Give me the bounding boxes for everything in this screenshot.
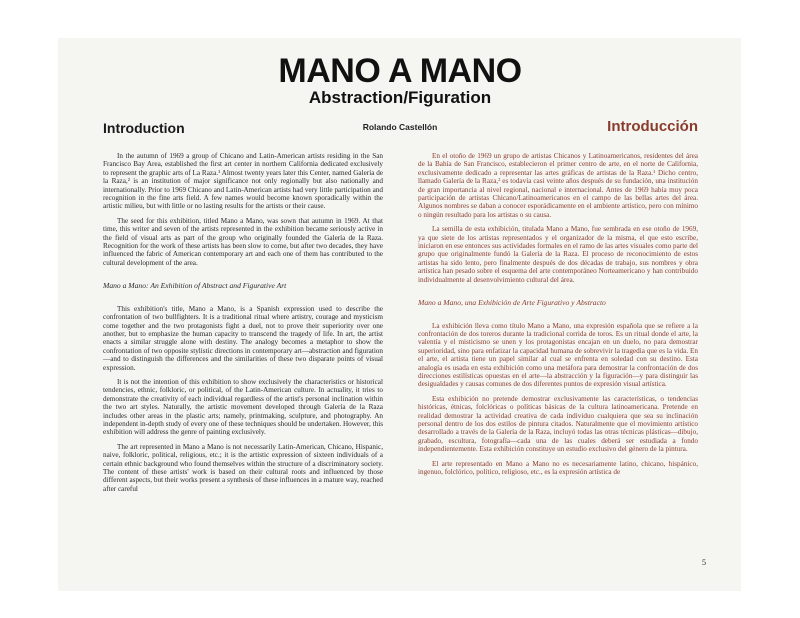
page-number: 5: [702, 558, 706, 567]
spanish-paragraph-2: La semilla de esta exhibición, titulada Mano a Mano, fue sembrada en ese otoño de 1969, ya que siete de los artistas representados y el organizador de la misma, el que esto escribe, iniciaron en ese entonces sus actividades formales en el ramo de las artes visuales como parte del grupo que originalmente fundó la Galería de la Raza. El proceso de reconocimiento de estos artistas ha sido lento, pero finalmente después de dos décadas de trabajo, sus nombres y obra artística han pesado sobre el esquema del arte contemporáneo Norteamericano y han contribuido individualmente al desenvolvimiento cultural del área.: [418, 225, 698, 284]
english-paragraph-1: In the autumn of 1969 a group of Chicano and Latin-American artists residing in the San Francisco Bay Area, established the first art center in northern California dedicated exclusively to represent the graphic arts of La Raza.¹ Almost twenty years later this Center, named Galería de la Raza,² is an institution of major significance not only regionally but also nationally and internationally. Prior to 1969 Chicano and Latin-American artists had very little participation and recognition in the fine arts field. A few names would become known sporadically within the artistic milieu, but with little or no lasting results for the artists or their cause.: [103, 152, 383, 211]
spanish-paragraph-3: La exhibición lleva como título Mano a Mano, una expresión española que se refiere a la confrontación de dos toreros durante la tradicional corrida de toros. Es un ritual donde el arte, la valentía y el misticismo se unen y los protagonistas encajan en un duelo, no para demostrar superioridad, sino para enfatizar la capacidad humana de sobrevivir la tragedia que es la vida. En el arte, el artista tiene un papel similar al cual se enfrenta en soledad con su destino. Esta analogía es usada en esta exhibición como una metáfora para demostrar la confrontación de dos direcciones estilísticas opuestas en el arte—la abstracción y la figuración—y para distinguir las desigualdades y causas comunes de dos diferentes puntos de expresión visual artística.: [418, 321, 698, 389]
spanish-paragraph-4: Esta exhibición no pretende demostrar exclusivamente las características, o tendencias históricas, étnicas, folclóricas o políticas básicas de la cultura latinoamericana. Pretende en realidad demostrar la actividad creativa de cada individuo cualquiera que sea su inclinación personal dentro de los dos estilos de pintura citados. Naturalmente que el movimiento artístico desarrollado a través de la Galería de la Raza, incluyó todas las otras técnicas plásticas—dibujo, grabado, escultura, fotografía—cada una de las cuales deberá ser estudiada a fondo independientemente. Esta exhibición constituye un estudio exclusivo del género de la pintura.: [418, 394, 698, 454]
spanish-section-heading: Mano a Mano, una Exhibición de Arte Figurativo y Abstracto: [418, 298, 606, 308]
author-name: Rolando Castellón: [362, 122, 438, 132]
spanish-column: [418, 152, 698, 482]
page-subtitle: Abstraction/Figuration: [308, 88, 492, 107]
heading-spanish: Introducción: [607, 118, 698, 135]
spanish-paragraph-5: El arte representado en Mano a Mano no es necesariamente latino, chicano, hispánico, ingenuo, folclórico, político, religioso, etc., es la expresión artística de: [418, 459, 698, 476]
page-title: MANO A MANO: [278, 52, 522, 90]
english-column: [103, 152, 383, 499]
spanish-paragraph-1: En el otoño de 1969 un grupo de artistas Chicanos y Latinoamericanos, residentes del área de la Bahía de San Francisco, establecieron el primer centro de arte, en el norte de California, exclusivamente dedicado a representar las artes gráficas de artistas de la Raza.¹ Dicho centro, llamado Galería de la Raza,² es todavía casi veinte años después de su fundación, una institución de gran importancia al nivel regional, nacional e internacional. Antes de 1969 había muy poca participación de artistas Chicano/Latinoamericanos en el campo de las bellas artes del área. Algunos nombres se daban a conocer esporádicamente en el ambiente artístico, pero con mínimo o ningún resultado para los artistas o su causa.: [418, 152, 698, 219]
english-section-heading: Mano a Mano: An Exhibition of Abstract and Figurative Art: [103, 281, 287, 291]
english-paragraph-4: It is not the intention of this exhibition to show exclusively the characteristics or historical tendencies, ethnic, folkloric, or political, of the Latin-American culture. In actuality, it tries to demonstrate the creativity of each individual regardless of the artist's personal inclination within the two art styles. Naturally, the artistic movement developed through Galería de la Raza includes other areas in the plastic arts; namely, printmaking, sculpture, and photography. An independent in-depth study of every one of these techniques should be undertaken. However, this exhibition will address the genre of painting exclusively.: [103, 377, 383, 437]
english-paragraph-3: This exhibition's title, Mano a Mano, is a Spanish expression used to describe the confrontation of two bullfighters. It is a traditional ritual where artistry, courage and mysticism come together and the two protagonists fight a duel, not to prove their superiority over one another, but to emphasize the human capacity to transcend the tragedy of life. In art, the artist enacts a similar struggle alone with destiny. The analogy becomes a metaphor to show the confrontation of two opposite stylistic directions in contemporary art—abstraction and figuration—and to distinguish the differences and the similarities of these two disparate points of visual expression.: [103, 304, 383, 372]
english-paragraph-5: The art represented in Mano a Mano is not necessarily Latin-American, Chicano, Hispanic, naive, folkloric, political, religious, etc.; it is the artistic expression of sixteen individuals of a certain ethnic background who found themselves within the structure of a discriminatory society. The content of these artists' work is based on their cultural roots and influenced by those different aspects, but their works present a synthesis of these influences in a mature way, reached after careful: [103, 442, 383, 493]
heading-english: Introduction: [103, 120, 185, 136]
english-paragraph-2: The seed for this exhibition, titled Mano a Mano, was sown that autumn in 1969. At that time, this writer and seven of the artists represented in the exhibition became seriously active in the field of visual arts as part of the group who originally founded the Galería de la Raza. Recognition for the work of these artists has been slow to come, but after two decades, they have influenced the fabric of American contemporary art and each one of them has contributed to the cultural development of the area.: [103, 216, 383, 267]
